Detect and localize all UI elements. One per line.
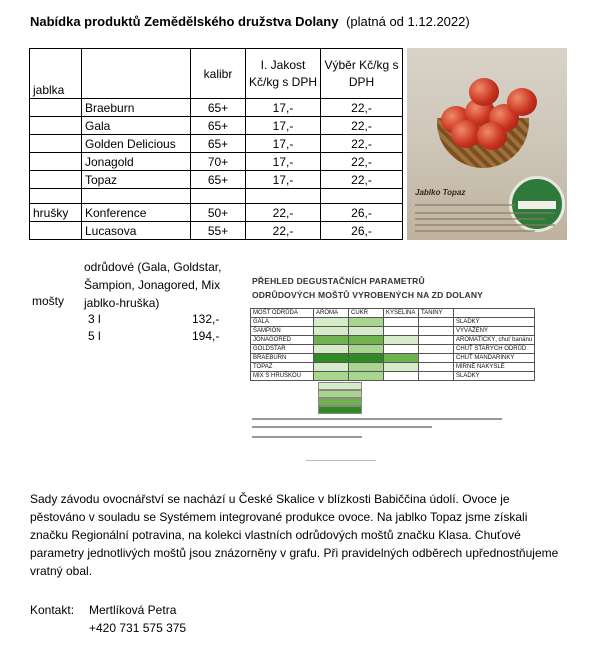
mosty-label: mošty: [32, 294, 65, 308]
vyber-price: 22,-: [321, 117, 403, 135]
degustation-level-cell: [349, 327, 384, 336]
degustation-level-cell: [384, 363, 419, 372]
degustation-level-cell: [419, 336, 454, 345]
empty-cell: [30, 189, 82, 204]
degustation-column-header: [454, 309, 535, 318]
name-header: [82, 49, 191, 99]
degustation-level-cell: [384, 336, 419, 345]
degustation-level-cell: [384, 327, 419, 336]
degustation-level-cell: [419, 372, 454, 381]
degustation-level-cell: [419, 363, 454, 372]
jakost-price: 17,-: [246, 153, 321, 171]
degustation-level-cell: [314, 327, 349, 336]
legend-swatch: [318, 398, 362, 406]
mosty-row: [84, 329, 224, 345]
degustation-taste: MÍRNĚ NAKYSLÉ: [454, 363, 535, 372]
mosty-volume: 3 l: [88, 312, 101, 326]
category-header: jablka: [30, 49, 82, 99]
note-line: [252, 436, 362, 438]
signature-image: [306, 446, 376, 461]
caption-text-line: [415, 230, 535, 232]
variety-name: Lucasova: [82, 222, 191, 240]
jakost-header: I. Jakost Kč/kg s DPH: [246, 49, 321, 99]
degustation-taste: SLADKÝ: [454, 372, 535, 381]
degustation-variety: JONAGORED: [251, 336, 314, 345]
note-line: [252, 426, 432, 428]
variety-name: Braeburn: [82, 99, 191, 117]
vyber-price: 22,-: [321, 171, 403, 189]
degustation-level-cell: [314, 345, 349, 354]
degustation-taste: CHUŤ MANDARINKY: [454, 354, 535, 363]
degustation-variety: TOPAZ: [251, 363, 314, 372]
degustation-variety: GALA: [251, 318, 314, 327]
table-row: [30, 99, 403, 117]
description-paragraph: Sady závodu ovocnářství se nachází u České Skalice v blízkosti Babiččina údolí. Ovoce je pěstováno v souladu se Systémem integrované produkce ovoce. Na jablko Topaz jsme získali značku Regionální potravina, na kolekci vlastních odrůdových moštů značku Klasa. Chuťové parametry jednotlivých moštů jsou znázorněny v grafu. Při pravidelných odběrech upřednostňujeme vratný obal.: [30, 492, 559, 578]
degustation-level-cell: [349, 336, 384, 345]
category-cell: [30, 171, 82, 189]
degustation-level-cell: [349, 318, 384, 327]
degustation-taste: CHUŤ STARÝCH ODRŮD: [454, 345, 535, 354]
apple-image: [507, 88, 537, 116]
caption-text-line: [415, 218, 545, 220]
topaz-apple-photo: [407, 48, 567, 240]
jakost-price: 17,-: [246, 171, 321, 189]
degustation-level-cell: [314, 363, 349, 372]
mosty-volume: 5 l: [88, 329, 101, 343]
degustation-level-cell: [314, 354, 349, 363]
contact-label: Kontakt:: [30, 603, 75, 617]
degustation-level-cell: [384, 354, 419, 363]
degustation-title-2: ODRŮDOVÝCH MOŠTŮ VYROBENÝCH NA ZD DOLANY: [252, 290, 484, 300]
variety-name: Konference: [82, 204, 191, 222]
kalibr-header: kalibr: [191, 49, 246, 99]
kalibr-value: 70+: [191, 153, 246, 171]
jakost-price: 17,-: [246, 117, 321, 135]
degustation-level-cell: [419, 345, 454, 354]
jakost-price: 17,-: [246, 99, 321, 117]
table-row: [30, 171, 403, 189]
degustation-row: [251, 372, 535, 381]
page-title: [30, 14, 470, 29]
mosty-description: odrůdové (Gala, Goldstar, Šampion, Jonagored, Mix jablko-hruška): [84, 260, 222, 310]
degustation-chart: [246, 266, 576, 466]
photo-caption: Jablko Topaz: [415, 188, 466, 197]
degustation-level-cell: [349, 345, 384, 354]
title-validity: (platná od 1.12.2022): [346, 14, 470, 29]
jakost-price: 22,-: [246, 204, 321, 222]
degustation-level-cell: [314, 372, 349, 381]
degustation-table: [250, 308, 535, 381]
mosty-price: 194,-: [192, 329, 220, 343]
degustation-level-cell: [349, 363, 384, 372]
degustation-column-header: KYSELINA: [384, 309, 419, 318]
kalibr-value: 55+: [191, 222, 246, 240]
degustation-column-header: CUKR: [349, 309, 384, 318]
degustation-column-header: MOŠT ODRŮDA: [251, 309, 314, 318]
degustation-level-cell: [419, 354, 454, 363]
degustation-variety: GOLDSTAR: [251, 345, 314, 354]
caption-text-line: [415, 224, 555, 226]
vyber-price: 26,-: [321, 204, 403, 222]
table-row: [30, 117, 403, 135]
category-cell: hrušky: [30, 204, 82, 222]
table-row: [30, 153, 403, 171]
kalibr-value: 65+: [191, 117, 246, 135]
degustation-row: [251, 345, 535, 354]
kalibr-value: 65+: [191, 135, 246, 153]
category-cell: [30, 99, 82, 117]
degustation-row: [251, 318, 535, 327]
degustation-level-cell: [314, 336, 349, 345]
caption-text-line: [415, 212, 555, 214]
title-main: Nabídka produktů Zemědělského družstva Dolany: [30, 14, 339, 29]
category-cell: [30, 135, 82, 153]
apple-image: [469, 78, 499, 106]
variety-name: Jonagold: [82, 153, 191, 171]
empty-cell: [191, 189, 246, 204]
degustation-level-cell: [349, 354, 384, 363]
table-row: [30, 222, 403, 240]
kalibr-value: 65+: [191, 171, 246, 189]
contact-name: Mertlíková Petra: [89, 603, 177, 617]
table-row: [30, 204, 403, 222]
degustation-variety: MIX S HRUŠKOU: [251, 372, 314, 381]
degustation-column-header: TANINY: [419, 309, 454, 318]
mosty-price: 132,-: [192, 312, 220, 326]
degustation-row: [251, 327, 535, 336]
empty-cell: [246, 189, 321, 204]
degustation-level-cell: [384, 345, 419, 354]
category-cell: [30, 153, 82, 171]
degustation-title-1: PŘEHLED DEGUSTAČNÍCH PARAMETRŮ: [252, 276, 425, 286]
degustation-level-cell: [419, 327, 454, 336]
degustation-level-cell: [384, 318, 419, 327]
legend-swatch: [318, 406, 362, 414]
degustation-variety: ŠAMPION: [251, 327, 314, 336]
kalibr-value: 50+: [191, 204, 246, 222]
degustation-taste: VYVÁŽENÝ: [454, 327, 535, 336]
legend-swatch: [318, 390, 362, 398]
contact-phone: +420 731 575 375: [89, 621, 187, 635]
vyber-price: 26,-: [321, 222, 403, 240]
degustation-column-header: AROMA: [314, 309, 349, 318]
degustation-taste: AROMATICKÝ, chuť banánu: [454, 336, 535, 345]
category-cell: [30, 222, 82, 240]
jakost-price: 22,-: [246, 222, 321, 240]
note-line: [252, 418, 502, 420]
degustation-level-cell: [314, 318, 349, 327]
category-cell: [30, 117, 82, 135]
apple-image: [477, 122, 507, 150]
table-row-spacer: [30, 189, 403, 204]
degustation-header-row: [251, 309, 535, 318]
degustation-taste: SLADKÝ: [454, 318, 535, 327]
vyber-price: 22,-: [321, 153, 403, 171]
empty-cell: [82, 189, 191, 204]
degustation-row: [251, 363, 535, 372]
table-row: [30, 135, 403, 153]
price-table: [29, 48, 403, 240]
variety-name: Gala: [82, 117, 191, 135]
jakost-price: 17,-: [246, 135, 321, 153]
caption-text-line: [415, 204, 515, 206]
vyber-header: Výběr Kč/kg s DPH: [321, 49, 403, 99]
legend-swatch: [318, 382, 362, 390]
degustation-level-cell: [349, 372, 384, 381]
degustation-variety: BRAEBURN: [251, 354, 314, 363]
mosty-row: [84, 312, 224, 328]
variety-name: Topaz: [82, 171, 191, 189]
vyber-price: 22,-: [321, 135, 403, 153]
degustation-row: [251, 354, 535, 363]
degustation-level-cell: [384, 372, 419, 381]
empty-cell: [321, 189, 403, 204]
vyber-price: 22,-: [321, 99, 403, 117]
degustation-row: [251, 336, 535, 345]
degustation-level-cell: [419, 318, 454, 327]
variety-name: Golden Delicious: [82, 135, 191, 153]
table-header-row: [30, 49, 403, 99]
kalibr-value: 65+: [191, 99, 246, 117]
